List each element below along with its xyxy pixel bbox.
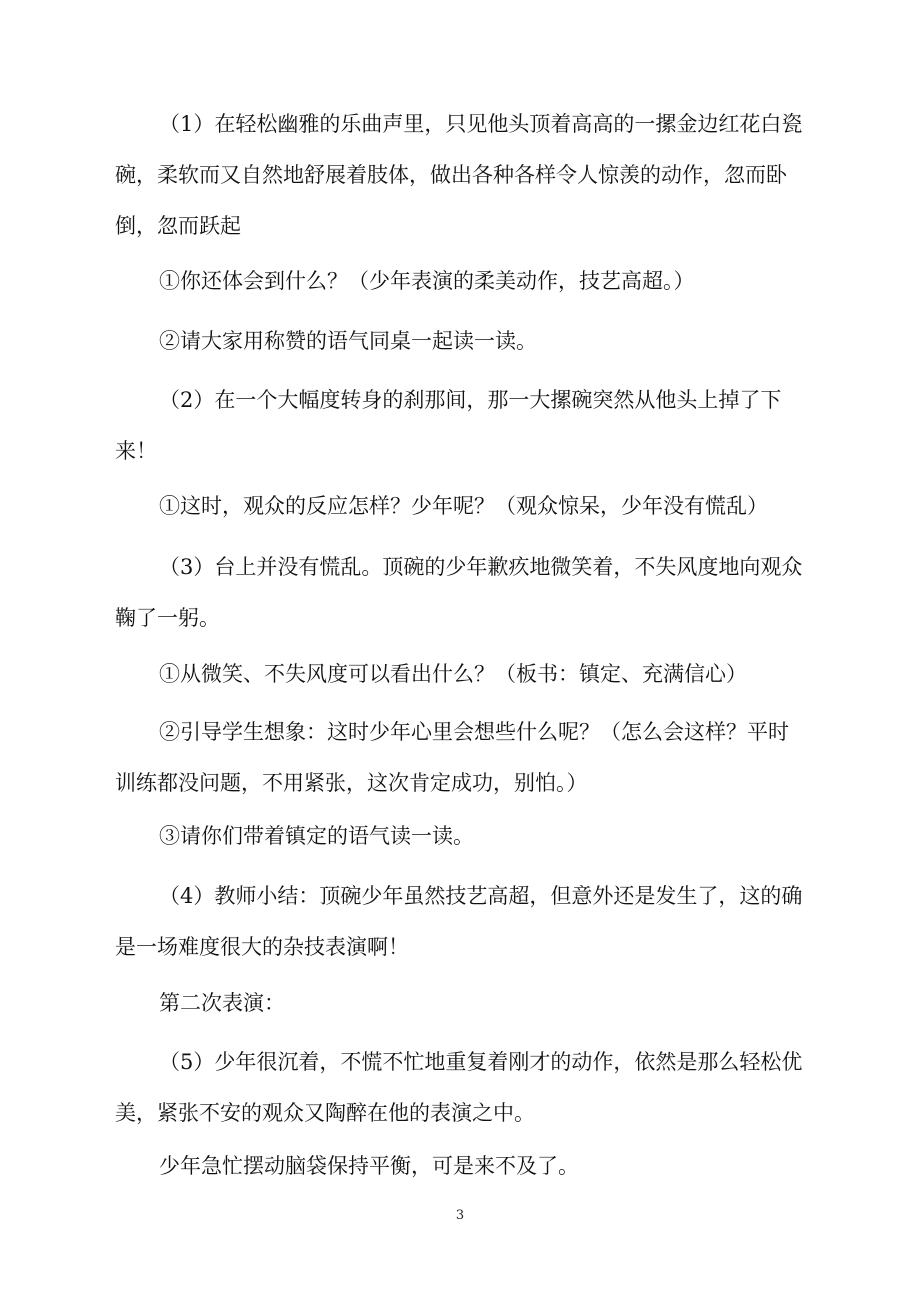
paragraph-11: 第二次表演： (159, 991, 285, 1015)
paragraph-3: ②请大家用称赞的语气同桌一起读一读。 (159, 329, 537, 353)
paragraph-13: 少年急忙摆动脑袋保持平衡，可是来不及了。 (159, 1154, 579, 1178)
paragraph-4: （2）在一个大幅度转身的刹那间，那一大摞碗突然从他头上掉了下来！ (115, 388, 782, 463)
paragraph-9: ③请你们带着镇定的语气读一读。 (159, 824, 474, 848)
paragraph-6: （3）台上并没有慌乱。顶碗的少年歉疚地微笑着，不失风度地向观众鞠了一躬。 (115, 555, 803, 630)
paragraph-8: ②引导学生想象：这时少年心里会想些什么呢？（怎么会这样？平时训练都没问题，不用紧张，这次肯定成功，别怕。） (115, 720, 789, 795)
paragraph-2: ①你还体会到什么？（少年表演的柔美动作，技艺高超。） (159, 269, 695, 293)
paragraph-10: （4）教师小结：顶碗少年虽然技艺高超，但意外还是发生了，这的确是一场难度很大的杂技表演啊！ (115, 884, 803, 959)
page-number: 3 (455, 1208, 465, 1223)
paragraph-1: （1）在轻松幽雅的乐曲声里，只见他头顶着高高的一摞金边红花白瓷碗，柔软而又自然地舒展着肢体，做出各种各样令人惊羡的动作，忽而卧倒，忽而跃起 (115, 112, 803, 238)
paragraph-5: ①这时，观众的反应怎样？少年呢？（观众惊呆，少年没有慌乱） (159, 494, 768, 518)
paragraph-12: （5）少年很沉着，不慌不忙地重复着刚才的动作，依然是那么轻松优美，紧张不安的观众又陶醉在他的表演之中。 (115, 1050, 803, 1125)
paragraph-7: ①从微笑、不失风度可以看出什么？（板书：镇定、充满信心） (159, 662, 747, 686)
